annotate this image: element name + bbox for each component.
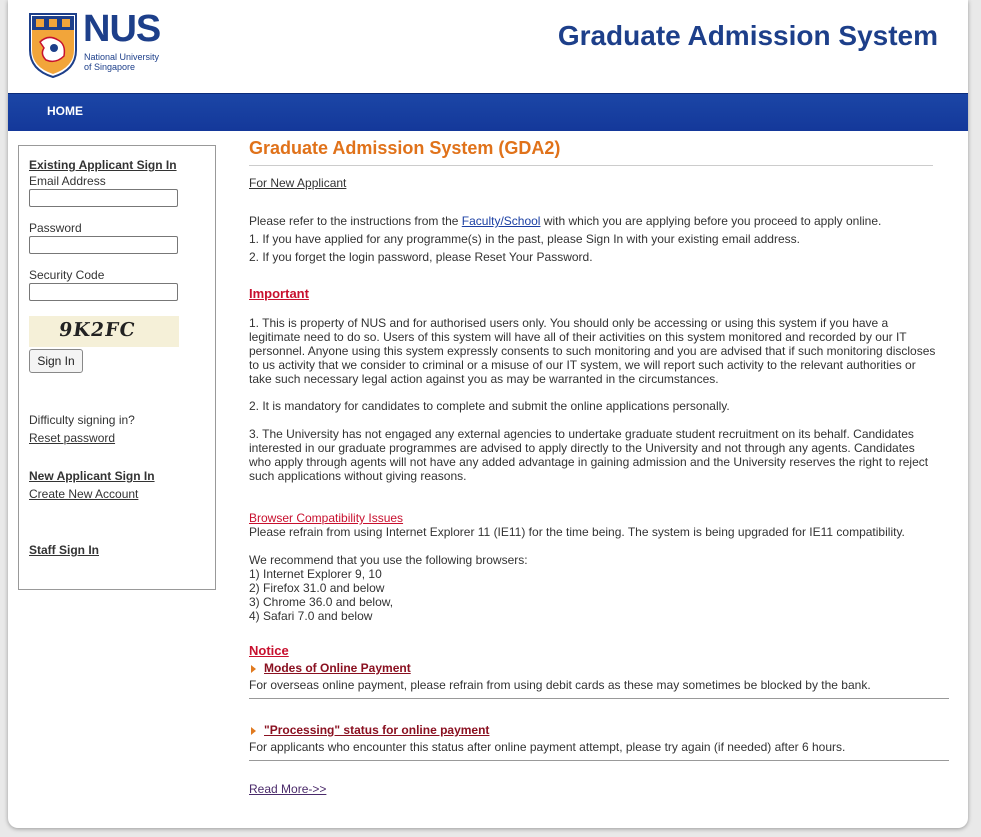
nav-home-link[interactable]: HOME: [47, 104, 83, 118]
notice-item: [249, 661, 411, 675]
system-title: Graduate Admission System: [557, 20, 938, 51]
logo-subtitle-2: of Singapore: [84, 62, 136, 72]
captcha-image: [29, 316, 179, 347]
password-input[interactable]: [29, 236, 178, 254]
browser-compatibility-link[interactable]: Browser Compatibility Issues: [249, 511, 404, 525]
notice-title-link[interactable]: Modes of Online Payment: [264, 661, 411, 675]
browser-compatibility-text: Please refrain from using Internet Explorer 11 (IE11) for the time being. The system is being upgraded for IE11 compatibility.: [249, 525, 905, 539]
browser-item: 2) Firefox 31.0 and below: [249, 581, 385, 595]
instructions-pre: Please refer to the instructions from the: [249, 214, 462, 228]
notice-title-link[interactable]: "Processing" status for online payment: [264, 723, 490, 737]
page-frame: [8, 0, 968, 828]
email-input[interactable]: [29, 189, 178, 207]
read-more-link[interactable]: Read More->>: [249, 782, 327, 796]
captcha-text: 9K2FC: [57, 319, 138, 341]
sign-in-button[interactable]: Sign In: [29, 349, 83, 373]
nav-bar: [8, 93, 968, 131]
browser-item: 3) Chrome 36.0 and below,: [249, 595, 394, 609]
password-label: Password: [29, 221, 82, 235]
nus-logo[interactable]: [28, 8, 178, 82]
existing-applicant-heading: Existing Applicant Sign In: [29, 158, 177, 172]
for-new-applicant-link[interactable]: For New Applicant: [249, 176, 347, 190]
important-paragraph-2: 2. It is mandatory for candidates to complete and submit the online applications personally.: [249, 399, 730, 413]
faculty-school-link[interactable]: Faculty/School: [461, 214, 541, 228]
notice-divider: [249, 760, 949, 761]
arrow-right-icon: [251, 665, 256, 673]
new-applicant-heading[interactable]: New Applicant Sign In: [29, 469, 155, 483]
reset-password-link[interactable]: Reset password: [29, 431, 116, 445]
recommend-text: We recommend that you use the following browsers:: [249, 553, 528, 567]
email-label: Email Address: [29, 174, 106, 188]
header: [8, 0, 968, 92]
logo-subtitle-1: National University: [84, 52, 160, 62]
browser-item: 4) Safari 7.0 and below: [249, 609, 373, 623]
page-title: Graduate Admission System (GDA2): [249, 138, 561, 158]
notice-text: For applicants who encounter this status after online payment attempt, please try again (if needed) after 6 hours.: [249, 740, 846, 754]
staff-sign-in-link[interactable]: Staff Sign In: [29, 543, 99, 557]
notice-text: For overseas online payment, please refrain from using debit cards as these may sometimes be blocked by the bank.: [249, 678, 871, 692]
important-paragraph-1: 1. This is property of NUS and for authorised users only. You should only be accessing or using this system if you have a legitimate need to do so. Users of this system will have all of their activities on this system monitored and recorded by our IT personnel. Anyone using this system expressly consents to such monitoring and you are advised that if such monitoring discloses to us activity that we consider to criminal or a misuse of our IT system, we will report such activity to the relevant authorities or take such necessary legal action against you as may be warranted in the circumstances.: [249, 316, 936, 386]
instructions-line: [249, 214, 881, 228]
notice-divider: [249, 698, 949, 699]
important-paragraph-3: 3. The University has not engaged any external agencies to undertake graduate student recruitment on its behalf. Candidates interested in our graduate programmes are advised to apply directly to the University and not through any agents. Candidates who apply through agents will not have any added advantage in gaining admission and the University reserves the right to reject such applications without giving reasons.: [249, 427, 929, 483]
important-heading: Important: [249, 286, 309, 301]
sign-in-sidebar: [18, 145, 216, 590]
difficulty-text: Difficulty signing in?: [29, 413, 135, 427]
logo-wordmark: NUS: [83, 8, 161, 50]
notice-item: [249, 723, 489, 737]
security-code-label: Security Code: [29, 268, 105, 282]
nus-crest-icon: [28, 12, 78, 78]
instructions-post: with which you are applying before you proceed to apply online.: [540, 214, 882, 228]
instruction-2: 2. If you forget the login password, please Reset Your Password.: [249, 250, 593, 264]
title-divider: [249, 165, 933, 166]
security-code-input[interactable]: [29, 283, 178, 301]
browser-item: 1) Internet Explorer 9, 10: [249, 567, 382, 581]
arrow-right-icon: [251, 727, 256, 735]
notice-heading: Notice: [249, 643, 289, 658]
instruction-1: 1. If you have applied for any programme(s) in the past, please Sign In with your existing email address.: [249, 232, 800, 246]
create-account-link[interactable]: Create New Account: [29, 487, 139, 501]
